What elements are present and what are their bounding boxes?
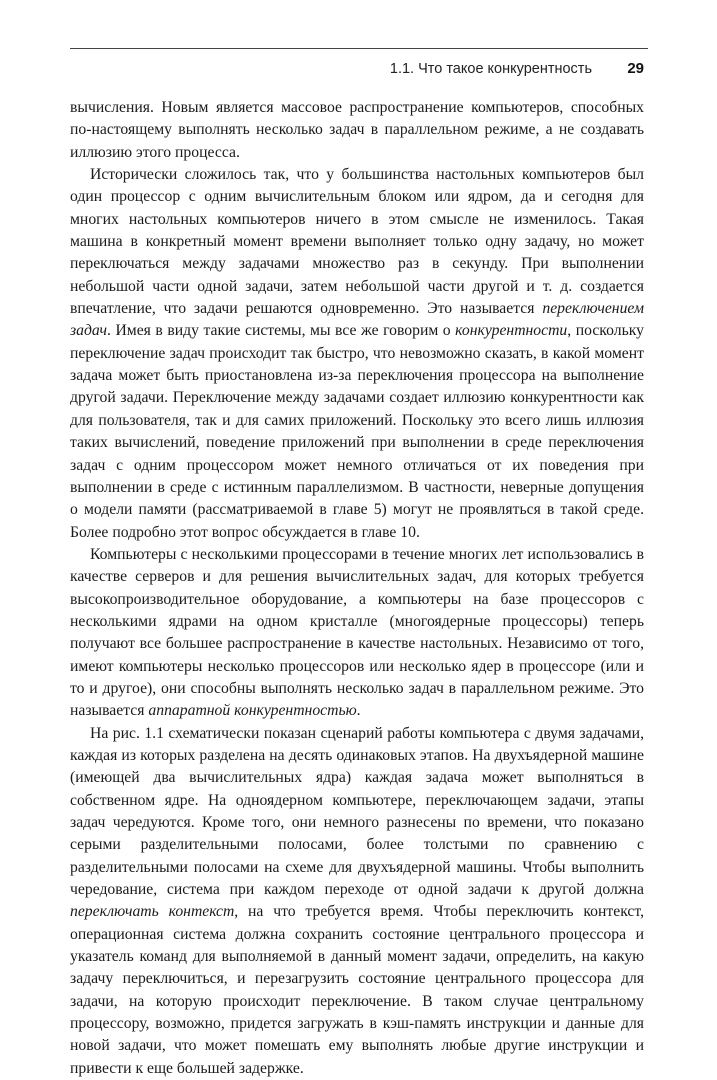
page-number: 29 (627, 60, 644, 77)
paragraph-continuation: вычисления. Новым является массовое распространение компьютеров, способных по-настоящему выполнять несколько задач в параллельном режиме, а не создавать иллюзию этого процесса. (70, 99, 644, 161)
running-header (70, 48, 648, 81)
body-text (70, 97, 644, 1080)
term-context-switch: переключать контекст (70, 903, 235, 921)
term-hardware-concurrency: аппаратной конкурентностью (148, 702, 357, 720)
section-title: 1.1. Что такое конкурентность (389, 61, 592, 77)
term-concurrency: конкурентности (455, 322, 568, 340)
paragraph-context-switch: На рис. 1.1 схематически показан сценарий работы компьютера с двумя задачами, каждая из которых разделена на десять одинаковых этапов. На двухъядерной машине (имеющей два вычислительных ядра) каждая задача может выполняться в собственном ядре. На одноядерном компьютере, переключающем задачи, этапы задач чередуются. Кроме того, они немного разнесены по времени, что показано серыми разделительными полосами, более толстыми по сравнению с разделительными полосами на схеме для двухъядерной машины. Чтобы выполнить чередование, система при каждом переходе от одной задачи к другой должна переключать контекст, на что требуется время. Чтобы переключить контекст, операционная система должна сохранить состояние центрального процессора и указатель команд для выполняемой в данный момент задачи, определить, на какую задачу переключиться, и перезагрузить состояние центрального процессора для задачи, на которую происходит переключение. В таком случае центральному процессору, возможно, придется загружать в кэш-память инструкции и данные для новой задачи, что может помешать ему выполнять любые другие инструкции и привести к еще большей задержке. (70, 724, 644, 1077)
paragraph-hardware-concurrency: Компьютеры с несколькими процессорами в течение многих лет использовались в качестве серверов и для решения вычислительных задач, для которых требуется высокопроизводительное оборудование, а компьютеры на базе процессоров с несколькими ядрами на одном кристалле (многоядерные процессоры) теперь получают все большее распространение в качестве настольных. Независимо от того, имеют компьютеры несколько процессоров или несколько ядер в процессоре (или и то и другое), они способны выполнять несколько задач в параллельном режиме. Это называется аппаратной конкурентностью. (70, 545, 644, 720)
term-task-switching: переключением задач (70, 300, 644, 340)
paragraph-task-switching: Исторически сложилось так, что у большинства настольных компьютеров был один процессор с одним вычислительным блоком или ядром, да и сегодня для многих настольных компьютеров ничего в этом смысле не изменилось. Такая машина в конкретный момент времени выполняет только одну задачу, но может переключаться между задачами множество раз в секунду. При выполнении небольшой части одной задачи, затем небольшой части другой и т. д. создается впечатление, что задачи решаются одновременно. Это называется переключением задач. Имея в виду такие системы, мы все же говорим о конкурентности, поскольку переключение задач происходит так быстро, что невозможно сказать, в какой момент задача может быть приостановлена из-за переключения процессора на выполнение другой задачи. Переключение между задачами создает иллюзию конкурентности как для пользователя, так и для самих приложений. Поскольку это всего лишь иллюзия таких вычислений, поведение приложений при выполнении в среде переключения задач с одним процессором может немного отличаться от их поведения при выполнении в среде с истинным параллелизмом. В частности, неверные допущения о модели памяти (рассматриваемой в главе 5) могут не проявляться в такой среде. Более подробно этот вопрос обсуждается в главе 10. (70, 166, 644, 541)
